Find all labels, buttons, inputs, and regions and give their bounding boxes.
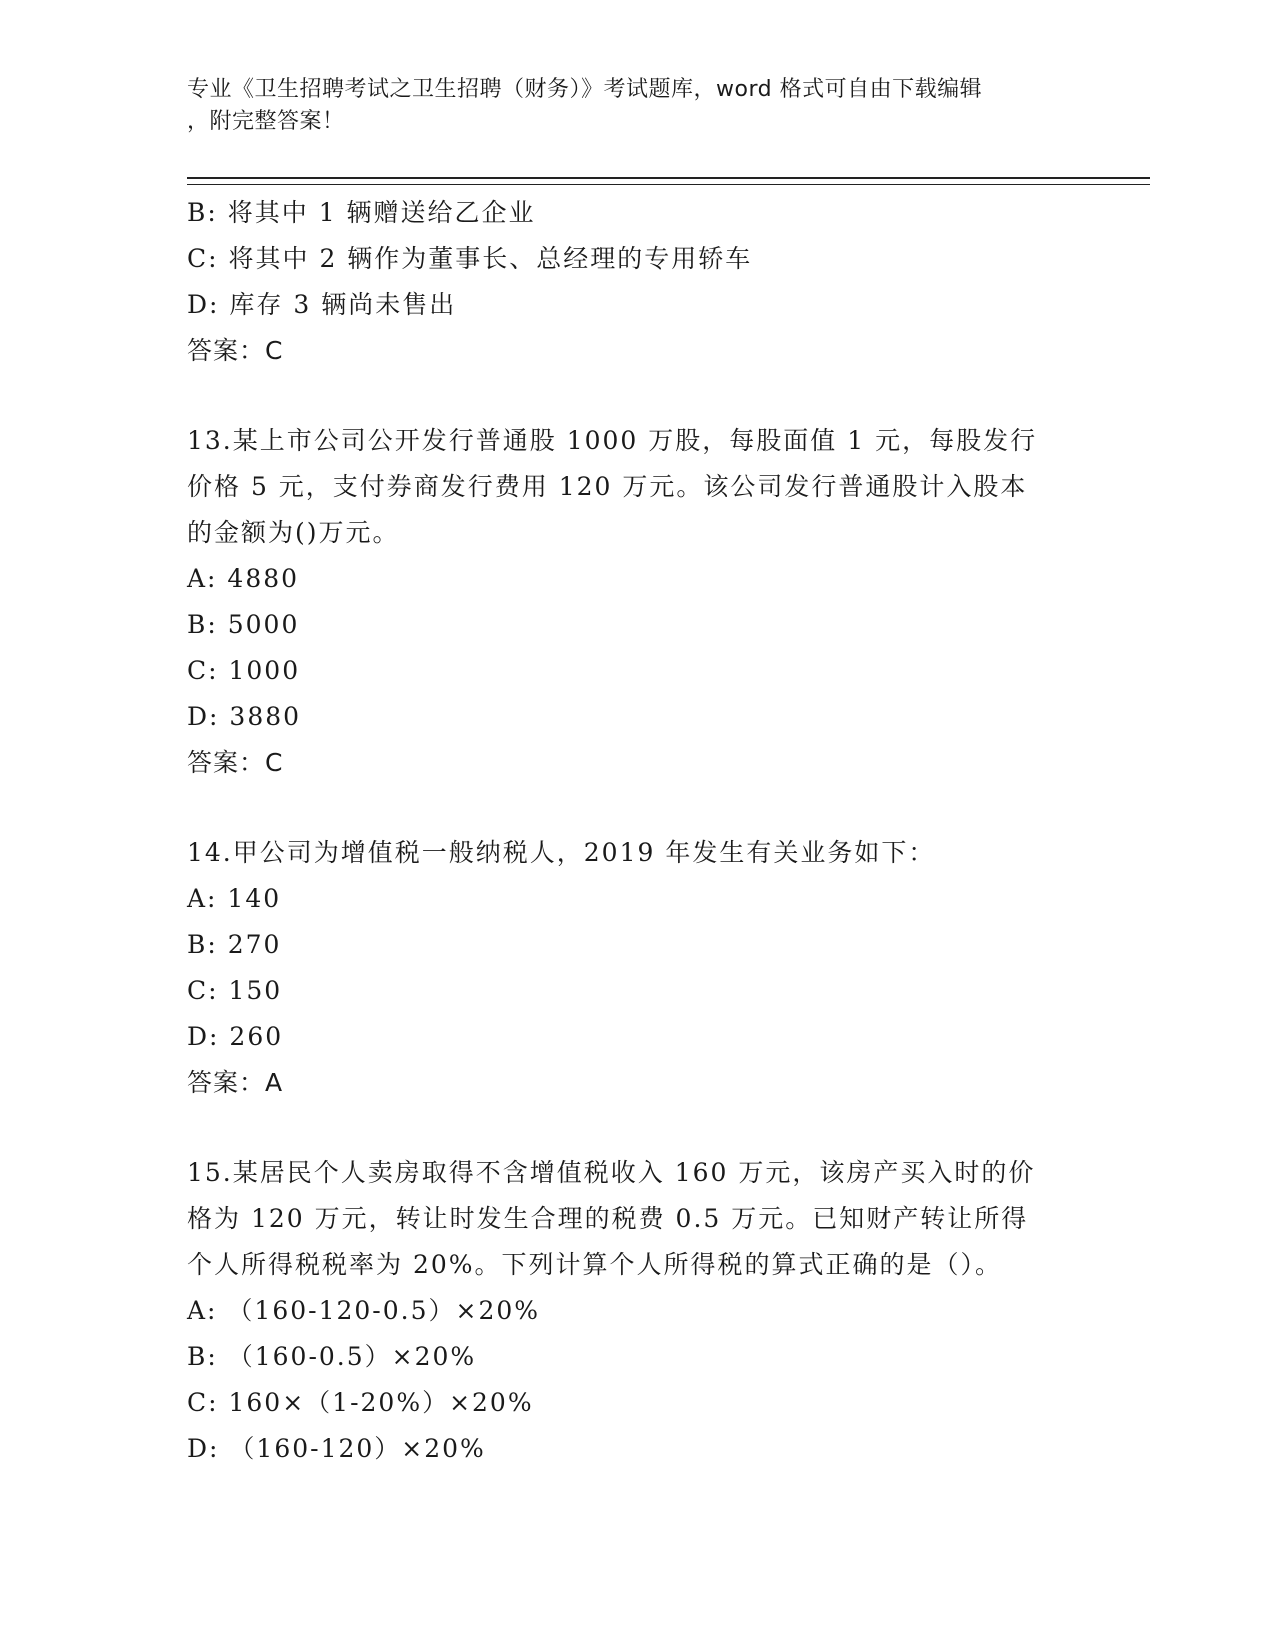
option-a: A: 140: [187, 884, 282, 913]
question-list: [187, 190, 1107, 1472]
question-text-line: 价格 5 元，支付券商发行费用 120 万元。该公司发行普通股计入股本: [187, 472, 1028, 501]
option-b: B: 270: [187, 930, 282, 959]
document-header: [187, 74, 1077, 138]
option-c: C: 将其中 2 辆作为董事长、总经理的专用轿车: [187, 244, 753, 273]
spacer: [187, 374, 1107, 418]
option-d: D: （160-120）×20%: [187, 1434, 486, 1463]
option-d: D: 3880: [187, 702, 302, 731]
question-text-line: 的金额为()万元。: [187, 518, 400, 547]
question-15: [187, 1150, 1107, 1472]
header-line-1: 专业《卫生招聘考试之卫生招聘（财务）》考试题库，word 格式可自由下载编辑: [187, 77, 983, 102]
question-text-line: 个人所得税税率为 20%。下列计算个人所得税的算式正确的是（）。: [187, 1250, 1003, 1279]
spacer: [187, 1106, 1107, 1150]
header-divider: [187, 177, 1150, 185]
option-d: D: 260: [187, 1022, 284, 1051]
option-b: B: （160-0.5）×20%: [187, 1342, 477, 1371]
option-a: A: （160-120-0.5）×20%: [187, 1296, 541, 1325]
question-12: [187, 190, 1107, 374]
option-c: C: 1000: [187, 656, 301, 685]
option-b: B: 将其中 1 辆赠送给乙企业: [187, 198, 536, 227]
answer: 答案：C: [187, 748, 284, 777]
question-text-line: 13.某上市公司公开发行普通股 1000 万股，每股面值 1 元，每股发行: [187, 426, 1038, 455]
question-text-line: 15.某居民个人卖房取得不含增值税收入 160 万元，该房产买入时的价: [187, 1158, 1036, 1187]
option-b: B: 5000: [187, 610, 300, 639]
option-d: D: 库存 3 辆尚未售出: [187, 290, 457, 319]
answer: 答案：C: [187, 336, 284, 365]
option-a: A: 4880: [187, 564, 300, 593]
question-13: [187, 418, 1107, 786]
question-14: [187, 830, 1107, 1106]
option-c: C: 150: [187, 976, 283, 1005]
spacer: [187, 786, 1107, 830]
option-c: C: 160×（1-20%）×20%: [187, 1388, 534, 1417]
question-text-line: 14.甲公司为增值税一般纳税人，2019 年发生有关业务如下：: [187, 838, 936, 867]
question-text-line: 格为 120 万元，转让时发生合理的税费 0.5 万元。已知财产转让所得: [187, 1204, 1029, 1233]
answer: 答案：A: [187, 1068, 284, 1097]
header-line-2: ，附完整答案！: [187, 109, 345, 134]
